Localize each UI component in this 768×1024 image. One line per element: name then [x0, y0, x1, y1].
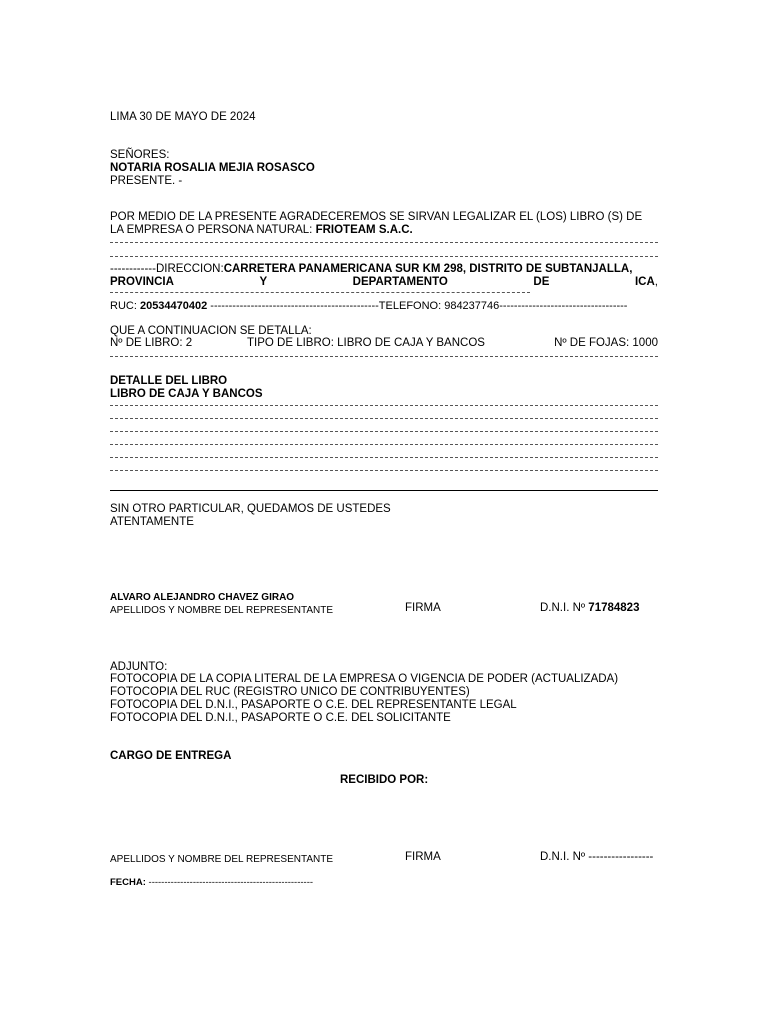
closing-line-1: SIN OTRO PARTICULAR, QUEDAMOS DE USTEDES [110, 503, 391, 515]
cargo-title: CARGO DE ENTREGA [110, 750, 232, 762]
dash-line [110, 470, 658, 471]
signer-firma: FIRMA [405, 602, 441, 614]
dash-line [110, 405, 658, 406]
libro-intro: QUE A CONTINUACION SE DETALLA: [110, 325, 312, 337]
dash-line [110, 356, 658, 357]
presente-line: PRESENTE. - [110, 175, 183, 187]
address-word: DE [533, 276, 550, 288]
adjunto-item: FOTOCOPIA DEL D.N.I., PASAPORTE O C.E. DEL REPRESENTANTE LEGAL [110, 699, 517, 711]
signer-name: ALVARO ALEJANDRO CHAVEZ GIRAO [110, 592, 295, 603]
address-department: ICA [634, 276, 655, 288]
fecha-label: FECHA: [110, 877, 146, 888]
cargo-dni: D.N.I. Nº ----------------- [540, 851, 654, 863]
signer-dni [540, 602, 639, 615]
dash-line [110, 418, 658, 419]
adjunto-item: FOTOCOPIA DEL RUC (REGISTRO UNICO DE CONTRIBUYENTES) [110, 686, 470, 698]
address-word: PROVINCIA [110, 276, 174, 288]
request-line-2 [110, 224, 413, 237]
adjunto-title: ADJUNTO: [110, 661, 168, 673]
dash-line [110, 292, 530, 293]
company-name: FRIOTEAM S.A.C. [315, 224, 413, 236]
dash-line [110, 431, 658, 432]
libro-fojas: Nº DE FOJAS: 1000 [554, 337, 658, 349]
address-comma: , [654, 276, 658, 288]
ruc-value: 20534470402 [139, 300, 208, 312]
cargo-firma: FIRMA [405, 851, 441, 863]
address-prefix: ------------DIRECCION: [110, 263, 224, 275]
libro-tipo: TIPO DE LIBRO: LIBRO DE CAJA Y BANCOS [247, 337, 485, 349]
fecha-line [110, 876, 313, 889]
dash-line [110, 457, 658, 458]
dash-line [110, 444, 658, 445]
cargo-caption: APELLIDOS Y NOMBRE DEL REPRESENTANTE [110, 854, 334, 865]
notary-name: NOTARIA ROSALIA MEJIA ROSASCO [110, 162, 315, 174]
signer-caption: APELLIDOS Y NOMBRE DEL REPRESENTANTE [110, 605, 334, 616]
address-word: Y [259, 276, 268, 288]
ruc-line [110, 300, 627, 313]
libro-numero: Nº DE LIBRO: 2 [110, 337, 193, 349]
dni-label: D.N.I. Nº [540, 602, 589, 614]
dash-line [110, 256, 658, 257]
request-line-2-prefix: LA EMPRESA O PERSONA NATURAL: [110, 224, 316, 236]
detalle-name: LIBRO DE CAJA Y BANCOS [110, 388, 263, 400]
address-line-1 [110, 263, 632, 276]
detalle-title: DETALLE DEL LIBRO [110, 375, 228, 387]
request-line-1: POR MEDIO DE LA PRESENTE AGRADECEREMOS SE SIRVAN LEGALIZAR EL (LOS) LIBRO (S) DE [110, 211, 643, 223]
dni-value: 71784823 [588, 602, 640, 614]
adjunto-item: FOTOCOPIA DEL D.N.I., PASAPORTE O C.E. DEL SOLICITANTE [110, 712, 451, 724]
ruc-label: RUC: [110, 300, 140, 312]
address-street: CARRETERA PANAMERICANA SUR KM 298, DISTRITO DE SUBTANJALLA, [223, 263, 633, 275]
dash-line [110, 242, 658, 243]
address-word: DEPARTAMENTO [352, 276, 448, 288]
date-line: LIMA 30 DE MAYO DE 2024 [110, 111, 256, 123]
closing-line-2: ATENTAMENTE [110, 516, 194, 528]
address-line-2 [110, 276, 658, 289]
ruc-telefono: ----------------------------------------------TELEFONO: 984237746----------------------------------- [207, 300, 628, 312]
salutation: SEÑORES: [110, 149, 170, 161]
fecha-blank: ---------------------------------------------------- [145, 877, 314, 888]
recibido-por: RECIBIDO POR: [340, 774, 429, 786]
address-word [635, 276, 658, 289]
adjunto-item: FOTOCOPIA DE LA COPIA LITERAL DE LA EMPRESA O VIGENCIA DE PODER (ACTUALIZADA) [110, 673, 619, 685]
divider-line [110, 490, 658, 491]
